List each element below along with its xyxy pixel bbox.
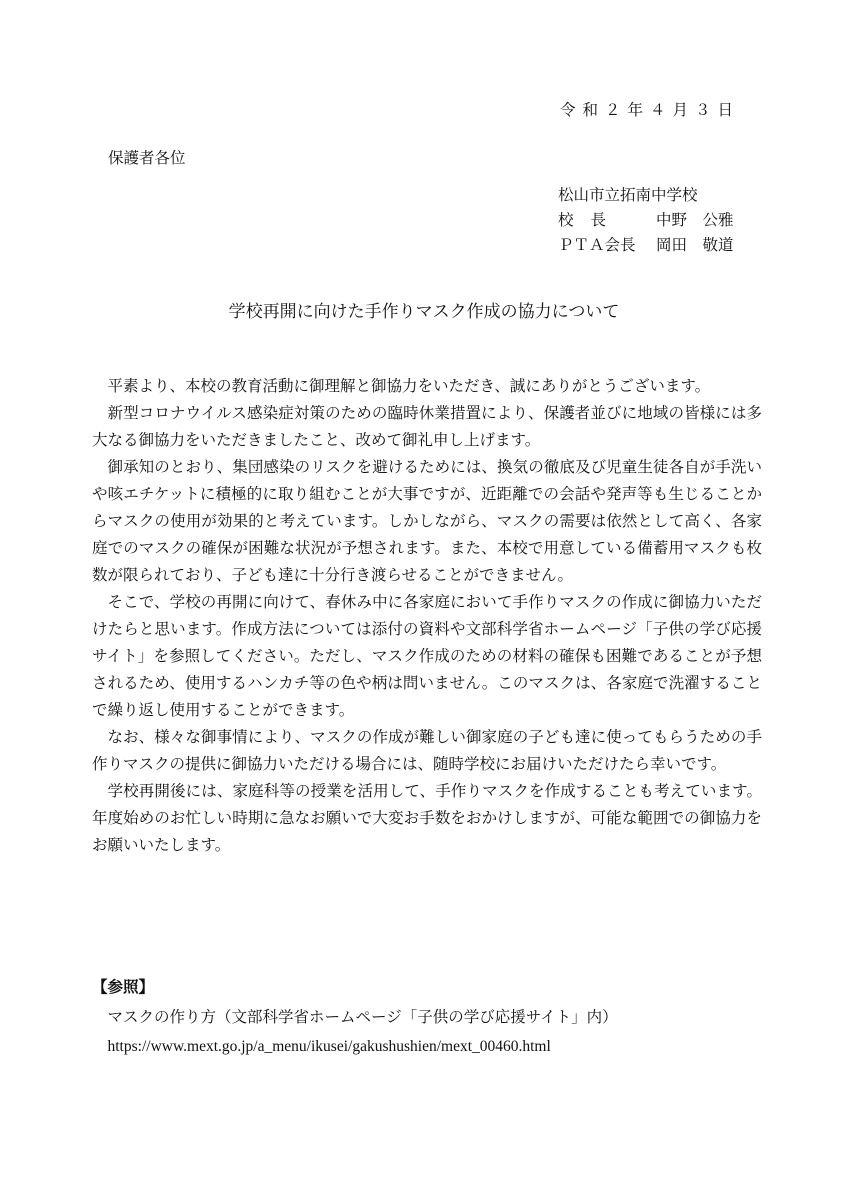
sender-school-row [558, 183, 734, 208]
reference-item: マスクの作り方（文部科学省ホームページ「子供の学び応援サイト」内） [107, 1008, 618, 1026]
body-paragraph-6: 学校再開後には、家庭科等の授業を活用して、手作りマスクを作成することも考えています。年度始めのお忙しい時期に急なお願いで大変お手数をおかけしますが、可能な範囲での御協力をお願いいたします。 [92, 782, 762, 854]
pta-name: 岡田 敬道 [656, 236, 734, 254]
body-paragraph-1: 平素より、本校の教育活動に御理解と御協力をいただき、誠にありがとうございます。 [107, 377, 711, 395]
principal-role: 校長 [558, 211, 624, 229]
body-paragraph-5: なお、様々な御事情により、マスクの作成が難しい御家庭の子ども達に使ってもらうための手作りマスクの提供に御協力いただける場合には、随時学校にお届けいただけたら幸いです。 [92, 728, 762, 773]
sender-principal-row [558, 208, 734, 233]
body-paragraph-4: そこで、学校の再開に向けて、春休み中に各家庭において手作りマスクの作成に御協力いただけたらと思います。作成方法については添付の資料や文部科学省ホームページ「子供の学び応援サイト」を参照してください。ただし、マスク作成のための材料の確保も困難であることが予想されるため、使用するハンカチ等の色や柄は問いません。このマスクは、各家庭で洗濯することで繰り返し使用することができます。 [92, 593, 762, 719]
sender-pta-row [558, 233, 734, 258]
reference-section [92, 972, 618, 1062]
reference-heading: 【参照】 [92, 978, 155, 996]
letter-recipient: 保護者各位 [108, 149, 186, 167]
sender-school: 松山市立拓南中学校 [558, 186, 698, 204]
letter-subject: 学校再開に向けた手作りマスク作成の協力について [228, 302, 620, 322]
reference-url[interactable]: https://www.mext.go.jp/a_menu/ikusei/gakushushien/mext_00460.html [107, 1038, 551, 1055]
pta-role: ＰＴＡ会長 [558, 236, 636, 254]
body-paragraph-3: 御承知のとおり、集団感染のリスクを避けるためには、換気の徹底及び児童生徒各自が手洗いや咳エチケットに積極的に取り組むことが大事ですが、近距離での会話や発声等も生じることからマスクの使用が効果的と考えています。しかしながら、マスクの需要は依然として高く、各家庭でのマスクの確保が困難な状況が予想されます。また、本校で用意している備蓄用マスクも枚数が限られており、子ども達に十分行き渡らせることができません。 [92, 458, 762, 584]
letter-body [92, 373, 762, 859]
principal-name: 中野 公雅 [656, 211, 734, 229]
body-paragraph-2: 新型コロナウイルス感染症対策のための臨時休業措置により、保護者並びに地域の皆様には多大なる御協力をいただきましたこと、改めて御礼申し上げます。 [92, 404, 762, 449]
letter-date: 令和２年４月３日 [559, 101, 740, 119]
sender-block [558, 183, 734, 258]
